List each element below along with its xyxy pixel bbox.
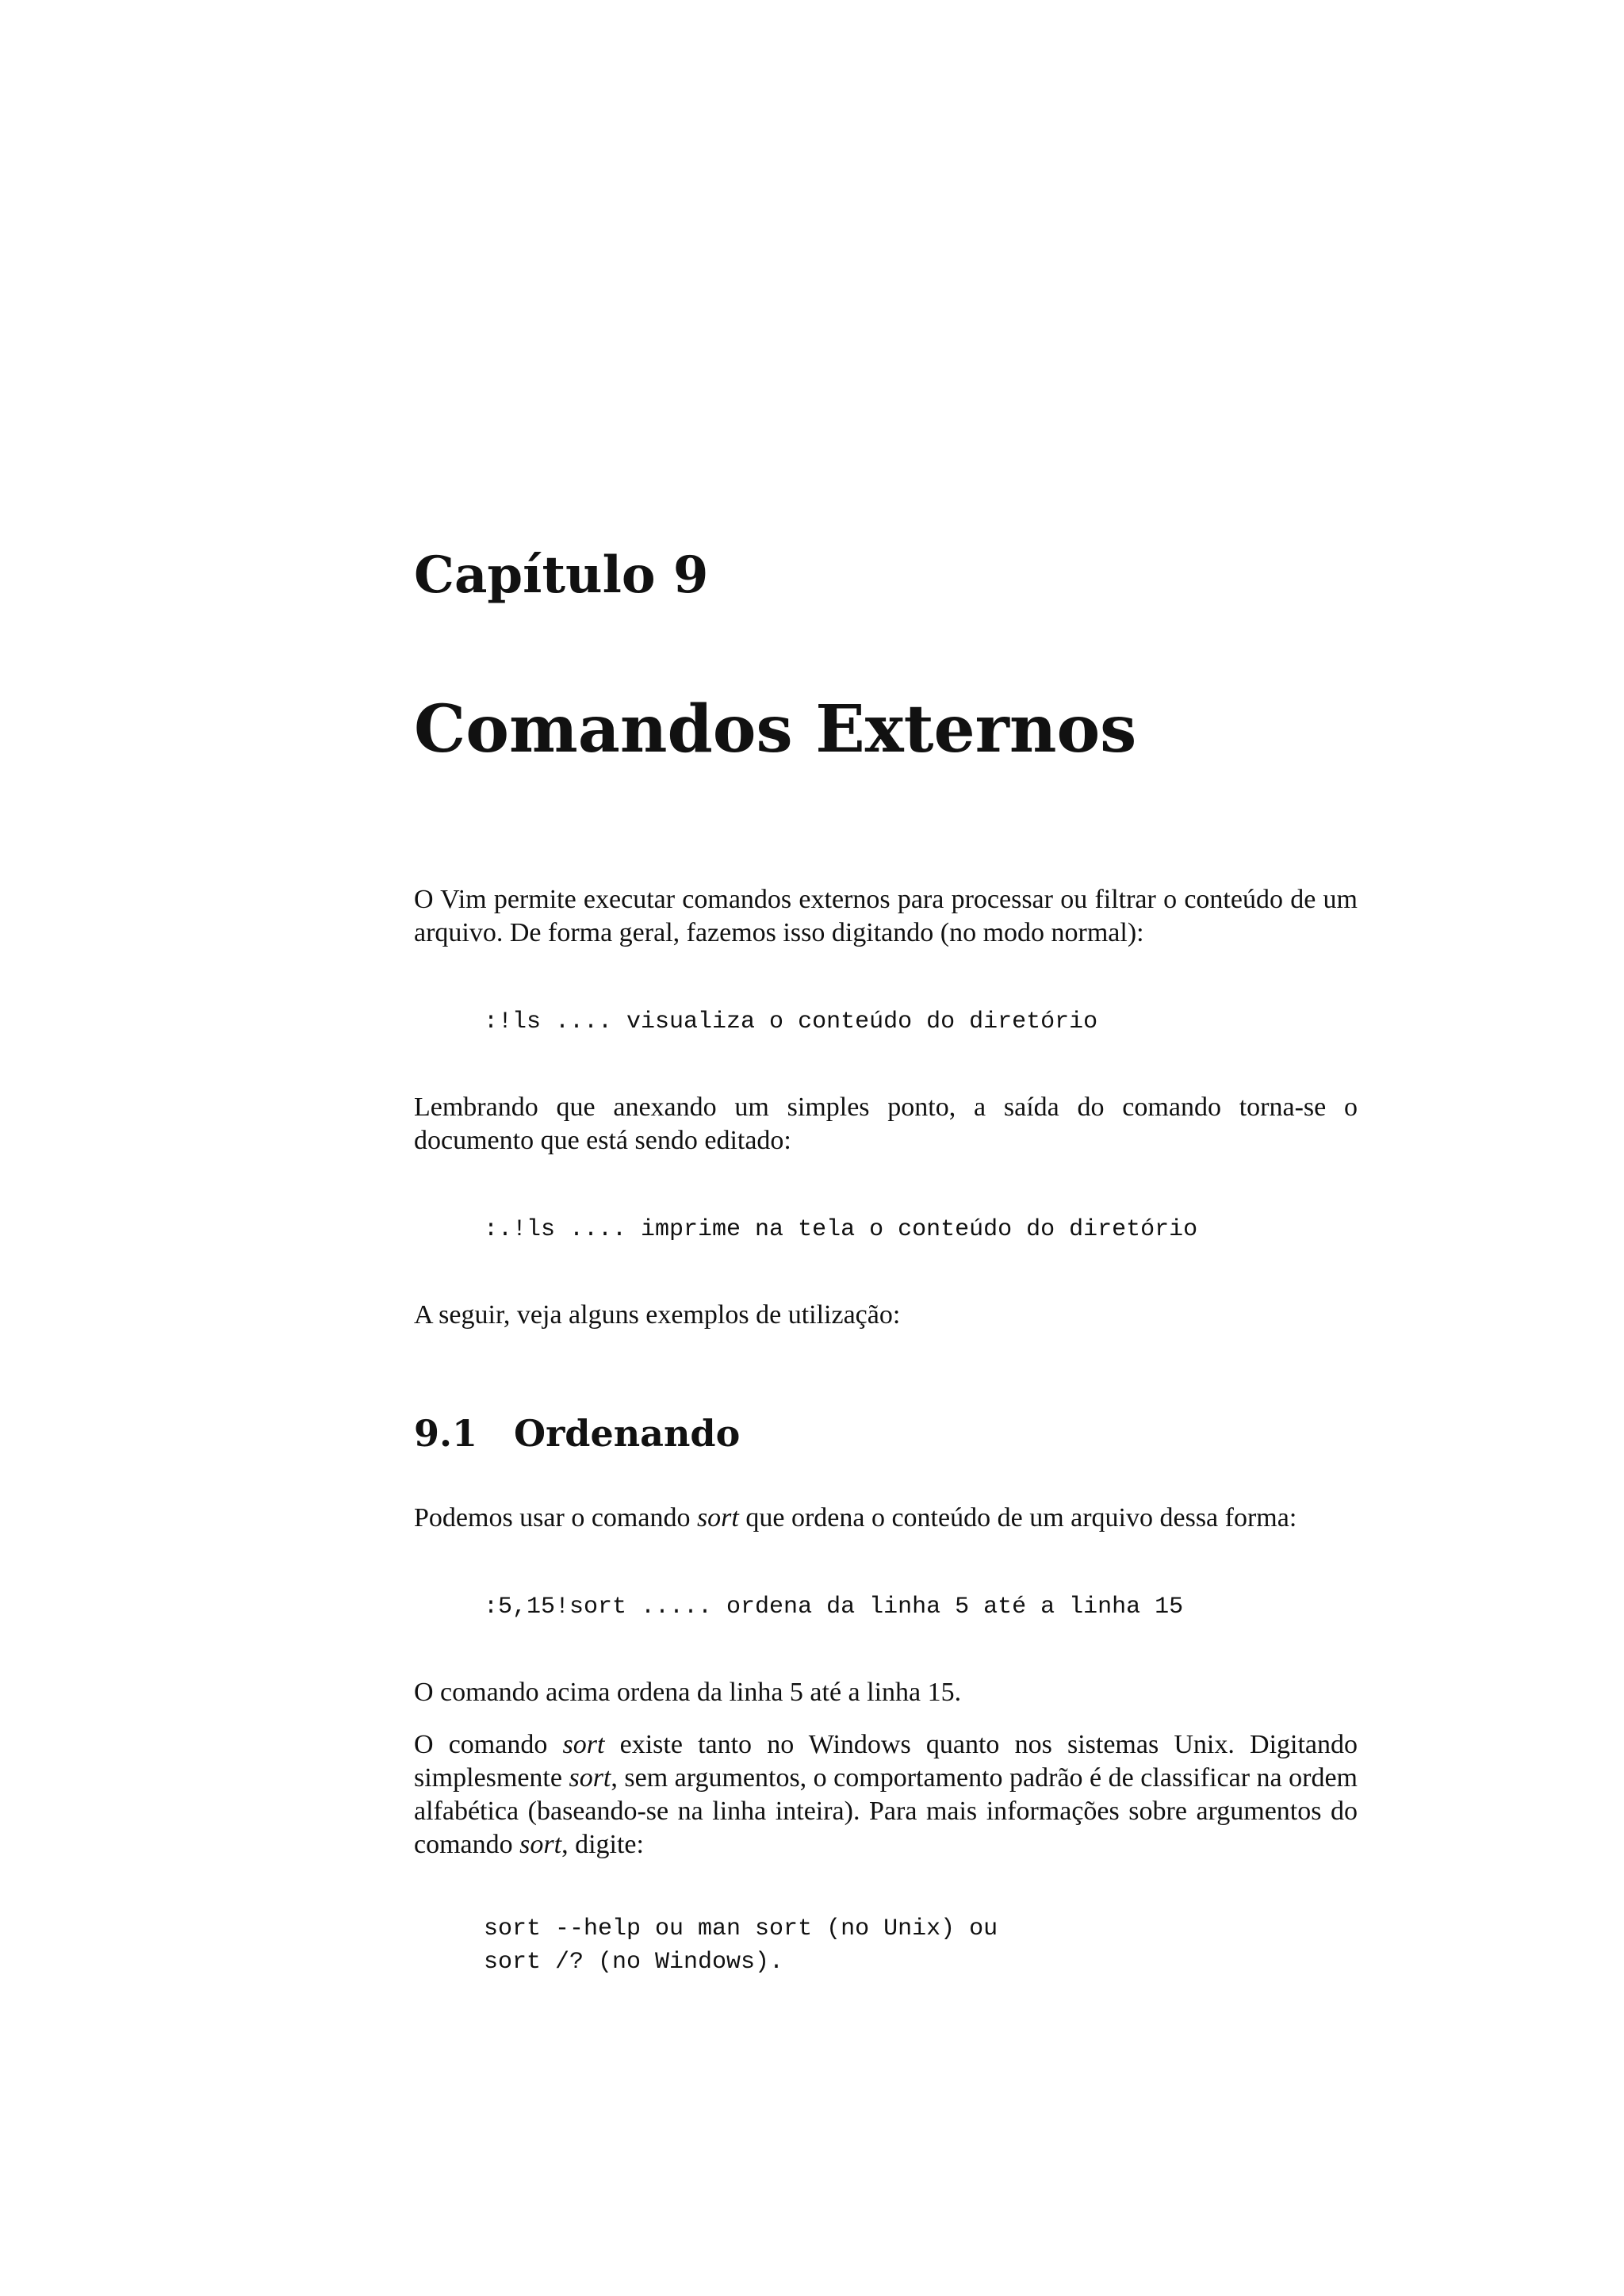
text-fragment: Podemos usar o comando xyxy=(414,1503,697,1533)
code-sort-help-line-1: sort --help ou man sort (no Unix) ou xyxy=(484,1915,998,1942)
code-dot-ls: :.!ls .... imprime na tela o conteúdo do diretório xyxy=(484,1216,1198,1243)
section-heading xyxy=(414,1411,740,1456)
section-number: 9.1 xyxy=(414,1412,478,1455)
text-fragment: , sem argumentos, o comportamento padrão é de classificar na ordem alfabética (baseando-se na linha inteira). Para mais informações sobre argumentos do comando xyxy=(414,1763,1358,1859)
code-sort-help-line-2: sort /? (no Windows). xyxy=(484,1949,784,1976)
chapter-title: Comandos Externos xyxy=(414,691,1137,767)
emphasis-sort: sort xyxy=(562,1730,605,1759)
section-title: Ordenando xyxy=(514,1412,741,1455)
text-fragment: existe tanto no Windows quanto nos sistemas Unix. Digitando simplesmente xyxy=(414,1730,1358,1793)
text-fragment: O comando xyxy=(414,1730,563,1759)
emphasis-sort: sort xyxy=(569,1763,611,1793)
text-fragment: que ordena o conteúdo de um arquivo dessa forma: xyxy=(738,1503,1297,1533)
intro-paragraph-1: O Vim permite executar comandos externos para processar ou filtrar o conteúdo de um arquivo. De forma geral, fazemos isso digitando (no modo normal): xyxy=(414,885,1358,947)
chapter-label: Capítulo 9 xyxy=(414,545,709,605)
code-ls: :!ls .... visualiza o conteúdo do diretório xyxy=(484,1008,1098,1035)
section-paragraph-2: O comando acima ordena da linha 5 até a linha 15. xyxy=(414,1678,962,1707)
section-paragraph-1 xyxy=(414,1502,1358,1535)
emphasis-sort: sort xyxy=(519,1830,562,1859)
intro-paragraph-3: A seguir, veja alguns exemplos de utilização: xyxy=(414,1300,901,1330)
emphasis-sort: sort xyxy=(696,1503,739,1533)
text-fragment: , digite: xyxy=(561,1830,644,1859)
code-sort-range: :5,15!sort ..... ordena da linha 5 até a linha 15 xyxy=(484,1594,1184,1621)
intro-paragraph-2: Lembrando que anexando um simples ponto, a saída do comando torna-se o documento que está sendo editado: xyxy=(414,1093,1358,1155)
section-paragraph-3 xyxy=(414,1728,1358,1862)
